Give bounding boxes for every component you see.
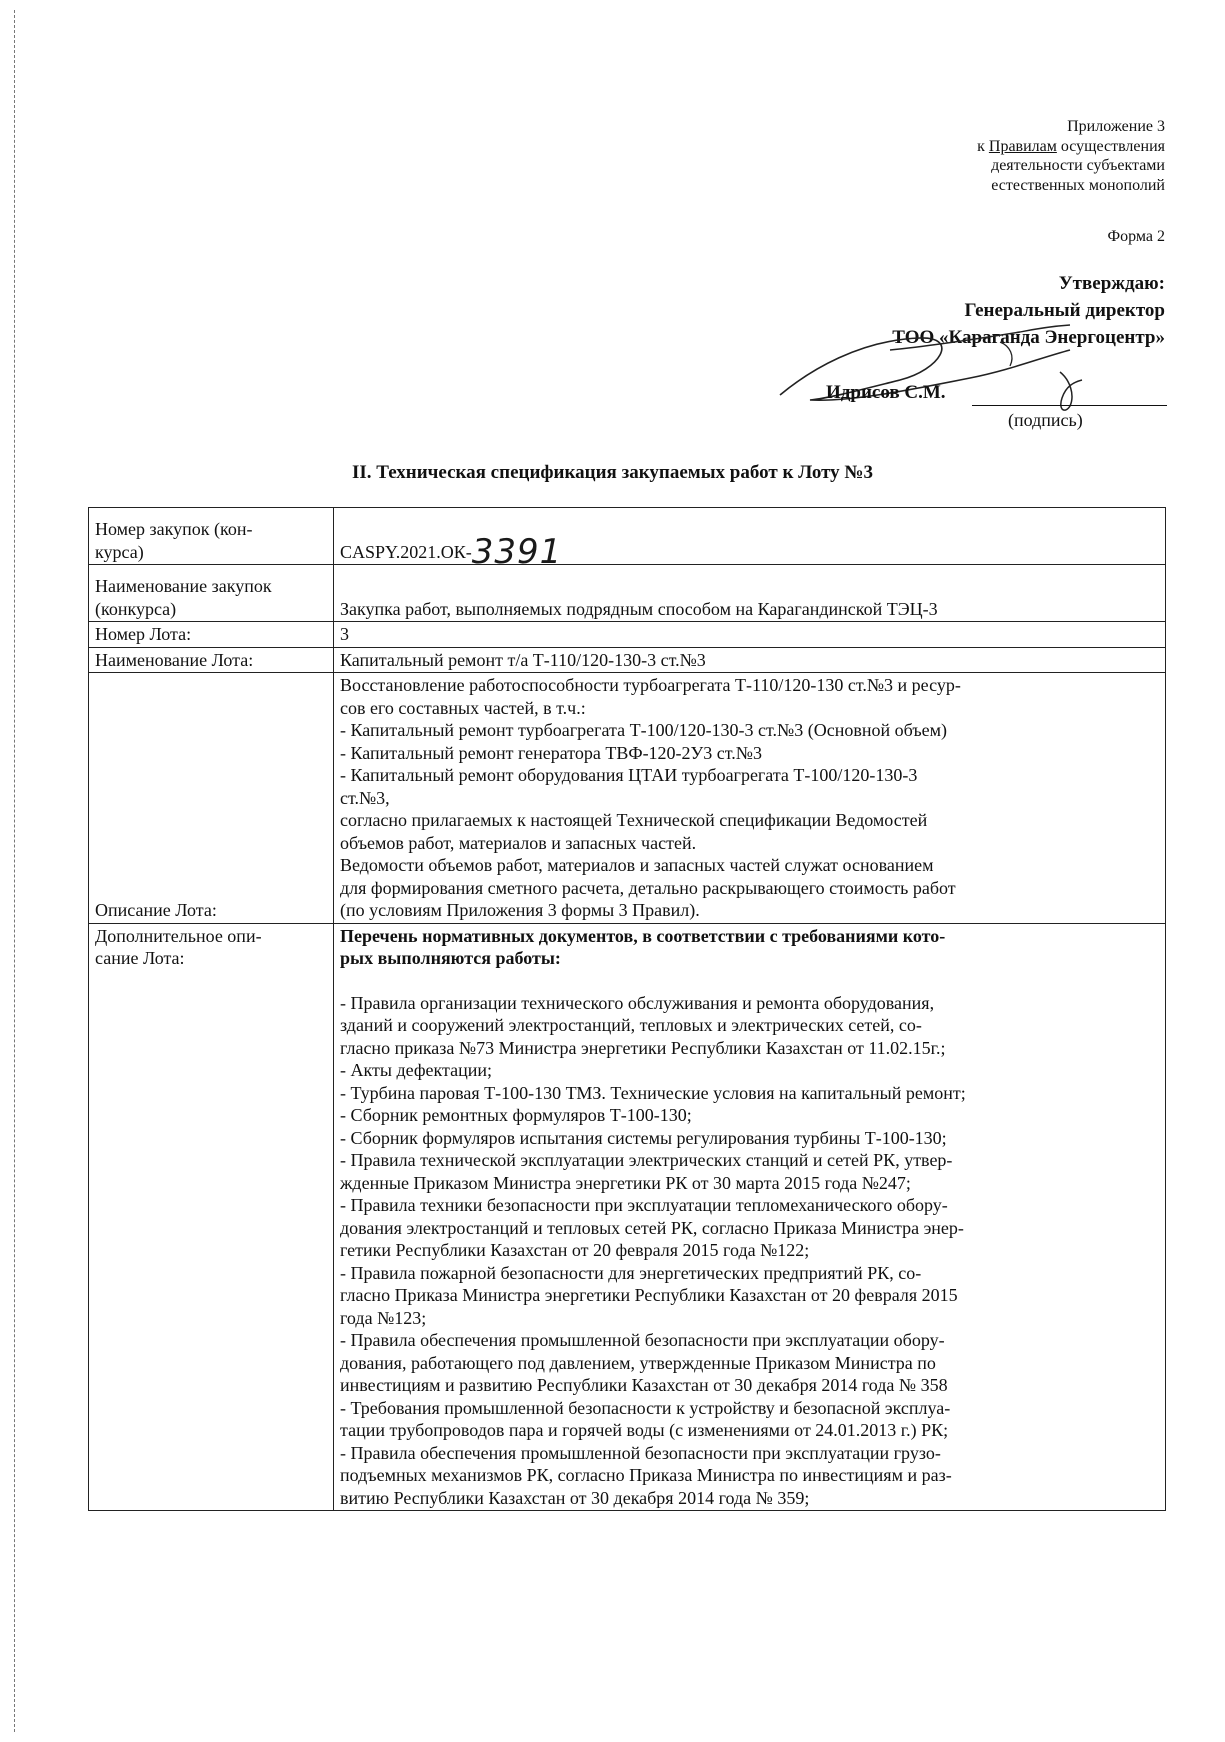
description-line: - Капитальный ремонт генератора ТВФ-120-2У3 ст.№3	[340, 742, 762, 763]
description-line: - Капитальный ремонт оборудования ЦТАИ турбоагрегата Т-100/120-130-3	[340, 765, 918, 785]
approval-line: ТОО «Караганда Энергоцентр»	[892, 327, 1165, 348]
row-value: 3	[334, 622, 1166, 648]
additional-description	[334, 923, 1166, 1511]
description-line: сов его составных частей, в т.ч.:	[340, 697, 586, 718]
description-line: (по условиям Приложения 3 формы 3 Правил).	[340, 900, 700, 920]
normative-line: жденные Приказом Министра энергетики РК от 30 марта 2015 года №247;	[340, 1172, 911, 1193]
normative-line: гетики Республики Казахстан от 20 февраля 2015 года №122;	[340, 1240, 810, 1260]
normative-heading: Перечень нормативных документов, в соответствии с требованиями кото-	[340, 925, 946, 946]
table-row	[89, 622, 1166, 648]
appendix-line: к Правилам осуществления	[977, 137, 1165, 155]
normative-line: - Акты дефектации;	[340, 1060, 492, 1080]
description-line: - Капитальный ремонт турбоагрегата Т-100/120-130-3 ст.№3 (Основной объем)	[340, 720, 947, 740]
normative-line: - Правила организации технического обслуживания и ремонта оборудования,	[340, 992, 935, 1013]
signature-caption: (подпись)	[1008, 410, 1083, 430]
table-row	[89, 923, 1166, 1511]
signature-line	[972, 405, 1167, 406]
signer-name: Идрисов С.М.	[826, 382, 946, 403]
row-value: Капитальный ремонт т/а Т-110/120-130-3 ст.№3	[334, 647, 1166, 673]
appendix-line: Приложение 3	[1067, 118, 1165, 135]
approval-line: Утверждаю:	[1058, 273, 1165, 294]
page-margin-dashed-line	[14, 10, 15, 1732]
row-label	[89, 508, 334, 565]
row-label: Номер Лота:	[89, 622, 334, 648]
row-label-text: сание Лота:	[95, 948, 185, 968]
table-row	[89, 508, 1166, 565]
approval-line: Генеральный директор	[964, 300, 1165, 321]
row-value: Закупка работ, выполняемых подрядным способом на Карагандинской ТЭЦ-3	[334, 565, 1166, 622]
table-row	[89, 673, 1166, 924]
normative-line: - Сборник ремонтных формуляров Т-100-130;	[340, 1105, 692, 1125]
normative-line: - Правила техники безопасности при эксплуатации тепломеханического обору-	[340, 1195, 948, 1215]
description-line: объемов работ, материалов и запасных частей.	[340, 832, 697, 853]
document-title: II. Техническая спецификация закупаемых работ к Лоту №3	[352, 462, 873, 483]
description-line: Восстановление работоспособности турбоагрегата Т-110/120-130 ст.№3 и ресур-	[340, 675, 961, 695]
normative-line: витию Республики Казахстан от 30 декабря 2014 года № 359;	[340, 1487, 810, 1508]
appendix-line: деятельности субъектами	[991, 157, 1165, 174]
normative-line: - Правила технической эксплуатации электрических станций и сетей РК, утвер-	[340, 1150, 953, 1170]
normative-line: - Правила пожарной безопасности для энергетических предприятий РК, со-	[340, 1262, 922, 1283]
row-label: Наименование Лота:	[89, 647, 334, 673]
rules-link-text: Правилам	[988, 137, 1057, 155]
table-row	[89, 647, 1166, 673]
normative-line: подъемных механизмов РК, согласно Приказа Министра по инвестициям и раз-	[340, 1465, 952, 1485]
normative-line: дования электростанций и тепловых сетей РК, согласно Приказа Министра энер-	[340, 1217, 964, 1238]
description-line: для формирования сметного расчета, детально раскрывающего стоимость работ	[340, 877, 956, 898]
row-label-text: Номер закупок (кон-	[95, 519, 253, 539]
row-label	[89, 565, 334, 622]
form-label: Форма 2	[1107, 228, 1165, 245]
appendix-note	[805, 117, 1165, 195]
row-value	[334, 508, 1166, 572]
row-label	[89, 923, 334, 1511]
procurement-number-prefix: CASPY.2021.ОК-	[340, 541, 472, 562]
description-line: ст.№3,	[340, 787, 390, 808]
spacer	[340, 970, 1159, 992]
normative-line: гласно Приказа Министра энергетики Республики Казахстан от 20 февраля 2015	[340, 1285, 958, 1305]
normative-line: - Турбина паровая Т-100-130 ТМЗ. Технические условия на капитальный ремонт;	[340, 1082, 966, 1103]
specification-table	[88, 507, 1166, 1511]
row-label: Описание Лота:	[89, 673, 334, 924]
description-line: согласно прилагаемых к настоящей Технической спецификации Ведомостей	[340, 810, 928, 830]
normative-heading: рых выполняются работы:	[340, 948, 561, 968]
normative-line: - Правила обеспечения промышленной безопасности при эксплуатации обору-	[340, 1330, 945, 1350]
table-row	[89, 565, 1166, 622]
row-label-text: Дополнительное опи-	[95, 925, 262, 946]
normative-line: - Сборник формуляров испытания системы регулирования турбины Т-100-130;	[340, 1127, 947, 1148]
normative-line: тации трубопроводов пара и горячей воды (с изменениями от 24.01.2013 г.) РК;	[340, 1420, 949, 1440]
description-line: Ведомости объемов работ, материалов и запасных частей служат основанием	[340, 855, 934, 875]
row-label-text: курса)	[95, 541, 144, 562]
handwritten-number: 3391	[471, 531, 563, 572]
normative-line: дования, работающего под давлением, утвержденные Приказом Министра по	[340, 1352, 936, 1373]
normative-line: - Правила обеспечения промышленной безопасности при эксплуатации грузо-	[340, 1442, 941, 1463]
normative-line: зданий и сооружений электростанций, тепловых и электрических сетей, со-	[340, 1015, 922, 1035]
normative-line: - Требования промышленной безопасности к устройству и безопасной эксплуа-	[340, 1397, 951, 1418]
normative-line: инвестициям и развитию Республики Казахстан от 30 декабря 2014 года № 358	[340, 1375, 948, 1395]
row-label-text: (конкурса)	[95, 598, 177, 619]
lot-description	[334, 673, 1166, 924]
appendix-line: естественных монополий	[991, 176, 1165, 194]
normative-line: года №123;	[340, 1307, 427, 1328]
normative-line: гласно приказа №73 Министра энергетики Республики Казахстан от 11.02.15г.;	[340, 1037, 946, 1058]
row-label-text: Наименование закупок	[95, 576, 272, 596]
